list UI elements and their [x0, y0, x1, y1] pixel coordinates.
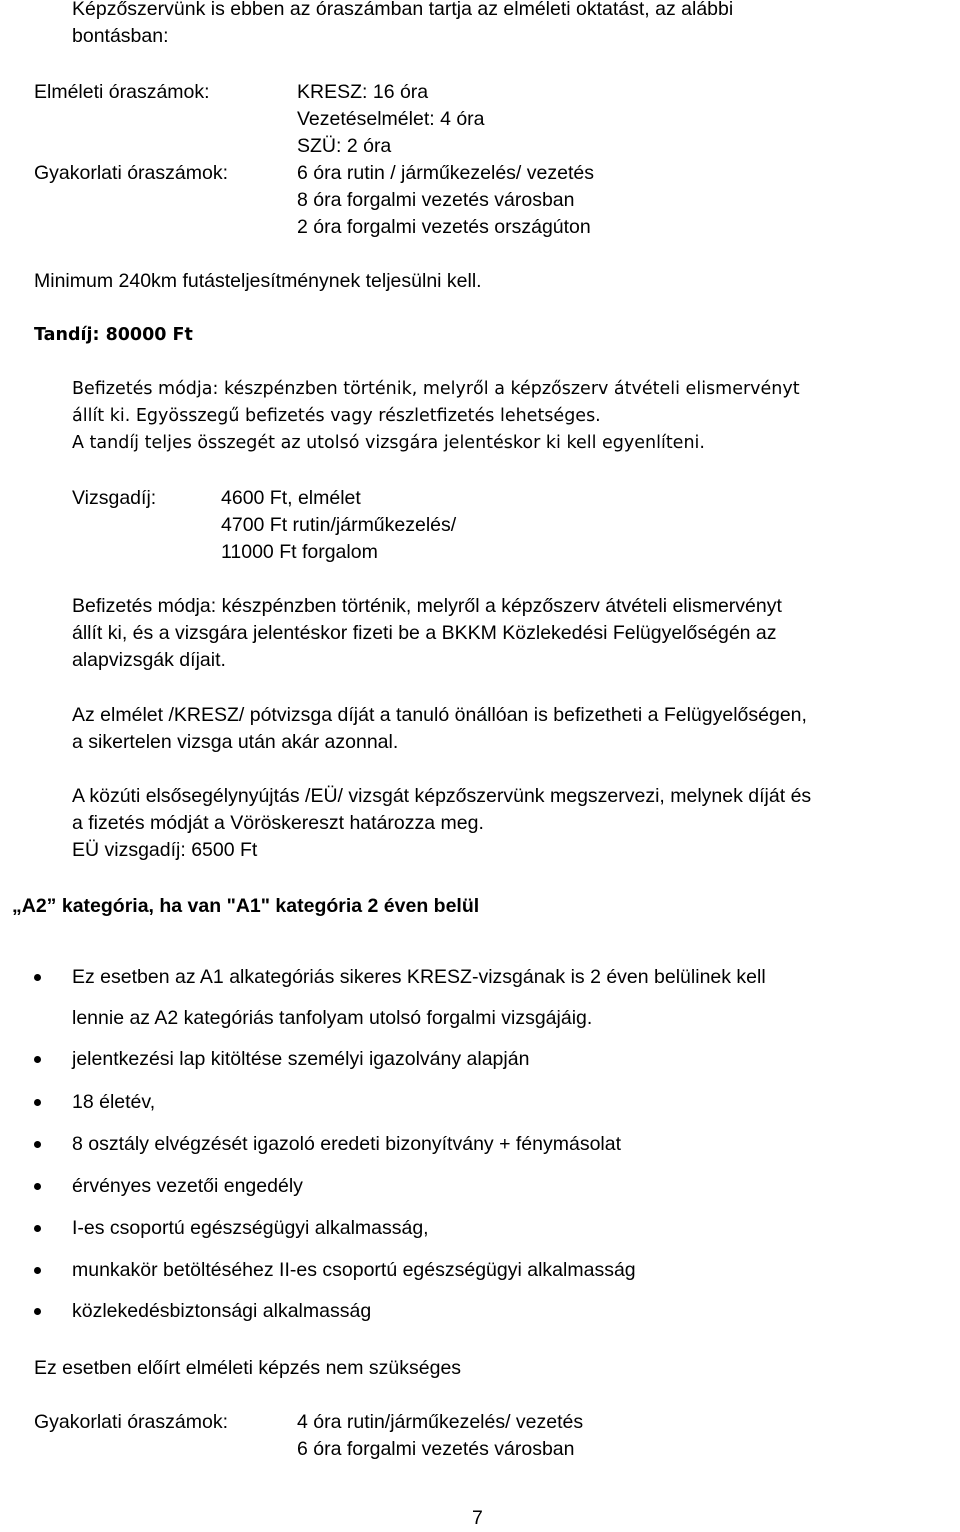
befizetes2-line-3: alapvizsgák díjait.: [72, 649, 226, 671]
bullet-dot: [34, 1267, 41, 1274]
eu-line-2: a fizetés módját a Vöröskereszt határozza meg.: [72, 812, 484, 834]
gyakorlati-item-varos: 8 óra forgalmi vezetés városban: [297, 189, 575, 211]
minimum-km-text: Minimum 240km futásteljesítménynek teljesülni kell.: [34, 270, 482, 292]
intro-line-1: Képzőszervünk is ebben az óraszámban tartja az elméleti oktatást, az alábbi: [72, 0, 734, 20]
vizsgadij-label: Vizsgadíj:: [72, 487, 157, 509]
bullet-dot: [34, 1308, 41, 1315]
tandij-heading: Tandíj: 80000 Ft: [34, 325, 193, 345]
potvizsga-line-1: Az elmélet /KRESZ/ pótvizsga díját a tanuló önállóan is befizetheti a Felügyelőségen,: [72, 704, 807, 726]
eu-fee: EÜ vizsgadíj: 6500 Ft: [72, 839, 258, 861]
bullet-dot: [34, 974, 41, 981]
vizsgadij-item-rutin: 4700 Ft rutin/járműkezelés/: [221, 514, 457, 536]
elmeleti-item-vezeteselmelet: Vezetéselmélet: 4 óra: [297, 108, 485, 130]
gyakorlati2-item-rutin: 4 óra rutin/járműkezelés/ vezetés: [297, 1411, 584, 1433]
list-item: Ez esetben az A1 alkategóriás sikeres KRESZ-vizsgának is 2 éven belülinek kell: [72, 966, 766, 988]
bullet-dot: [34, 1141, 41, 1148]
list-item: jelentkezési lap kitöltése személyi igazolvány alapján: [72, 1048, 530, 1070]
bullet-dot: [34, 1183, 41, 1190]
vizsgadij-item-elmelet: 4600 Ft, elmélet: [221, 487, 361, 509]
befizetes1-line-3: A tandíj teljes összegét az utolsó vizsgára jelentéskor ki kell egyenlíteni.: [72, 433, 705, 453]
gyakorlati-label: Gyakorlati óraszámok:: [34, 162, 228, 184]
befizetes1-line-2: állít ki. Egyösszegű befizetés vagy részletfizetés lehetséges.: [72, 406, 601, 426]
elmeleti-item-kresz: KRESZ: 16 óra: [297, 81, 429, 103]
page-number: 7: [472, 1507, 483, 1529]
bullet-dot: [34, 1099, 41, 1106]
befizetes2-line-2: állít ki, és a vizsgára jelentéskor fizeti be a BKKM Közlekedési Felügyelőségén az: [72, 622, 777, 644]
befizetes2-line-1: Befizetés módja: készpénzben történik, melyről a képzőszerv átvételi elismervényt: [72, 595, 782, 617]
no-theory-text: Ez esetben előírt elméleti képzés nem szükséges: [34, 1357, 462, 1379]
list-item: 8 osztály elvégzését igazoló eredeti bizonyítvány + fénymásolat: [72, 1133, 622, 1155]
list-item: I-es csoportú egészségügyi alkalmasság,: [72, 1217, 429, 1239]
gyakorlati-item-rutin: 6 óra rutin / járműkezelés/ vezetés: [297, 162, 594, 184]
befizetes1-line-1: Befizetés módja: készpénzben történik, melyről a képzőszerv átvételi elismervényt: [72, 379, 800, 399]
list-item: érvényes vezetői engedély: [72, 1175, 303, 1197]
list-item: 18 életév,: [72, 1091, 156, 1113]
gyakorlati-item-orszagut: 2 óra forgalmi vezetés országúton: [297, 216, 591, 238]
a2-category-heading: „A2” kategória, ha van "A1" kategória 2 éven belül: [12, 895, 480, 917]
gyakorlati2-label: Gyakorlati óraszámok:: [34, 1411, 228, 1433]
gyakorlati2-item-varos: 6 óra forgalmi vezetés városban: [297, 1438, 575, 1460]
list-item: közlekedésbiztonsági alkalmasság: [72, 1300, 372, 1322]
intro-line-2: bontásban:: [72, 25, 169, 47]
potvizsga-line-2: a sikertelen vizsga után akár azonnal.: [72, 731, 399, 753]
vizsgadij-item-forgalom: 11000 Ft forgalom: [221, 541, 378, 563]
eu-line-1: A közúti elsősegélynyújtás /EÜ/ vizsgát képzőszervünk megszervezi, melynek díját és: [72, 785, 812, 807]
elmeleti-label: Elméleti óraszámok:: [34, 81, 210, 103]
list-item: munkakör betöltéséhez II-es csoportú egészségügyi alkalmasság: [72, 1259, 636, 1281]
bullet-dot: [34, 1056, 41, 1063]
elmeleti-item-szu: SZÜ: 2 óra: [297, 135, 392, 157]
bullet-dot: [34, 1225, 41, 1232]
list-item-continuation: lennie az A2 kategóriás tanfolyam utolsó forgalmi vizsgájáig.: [72, 1007, 593, 1029]
